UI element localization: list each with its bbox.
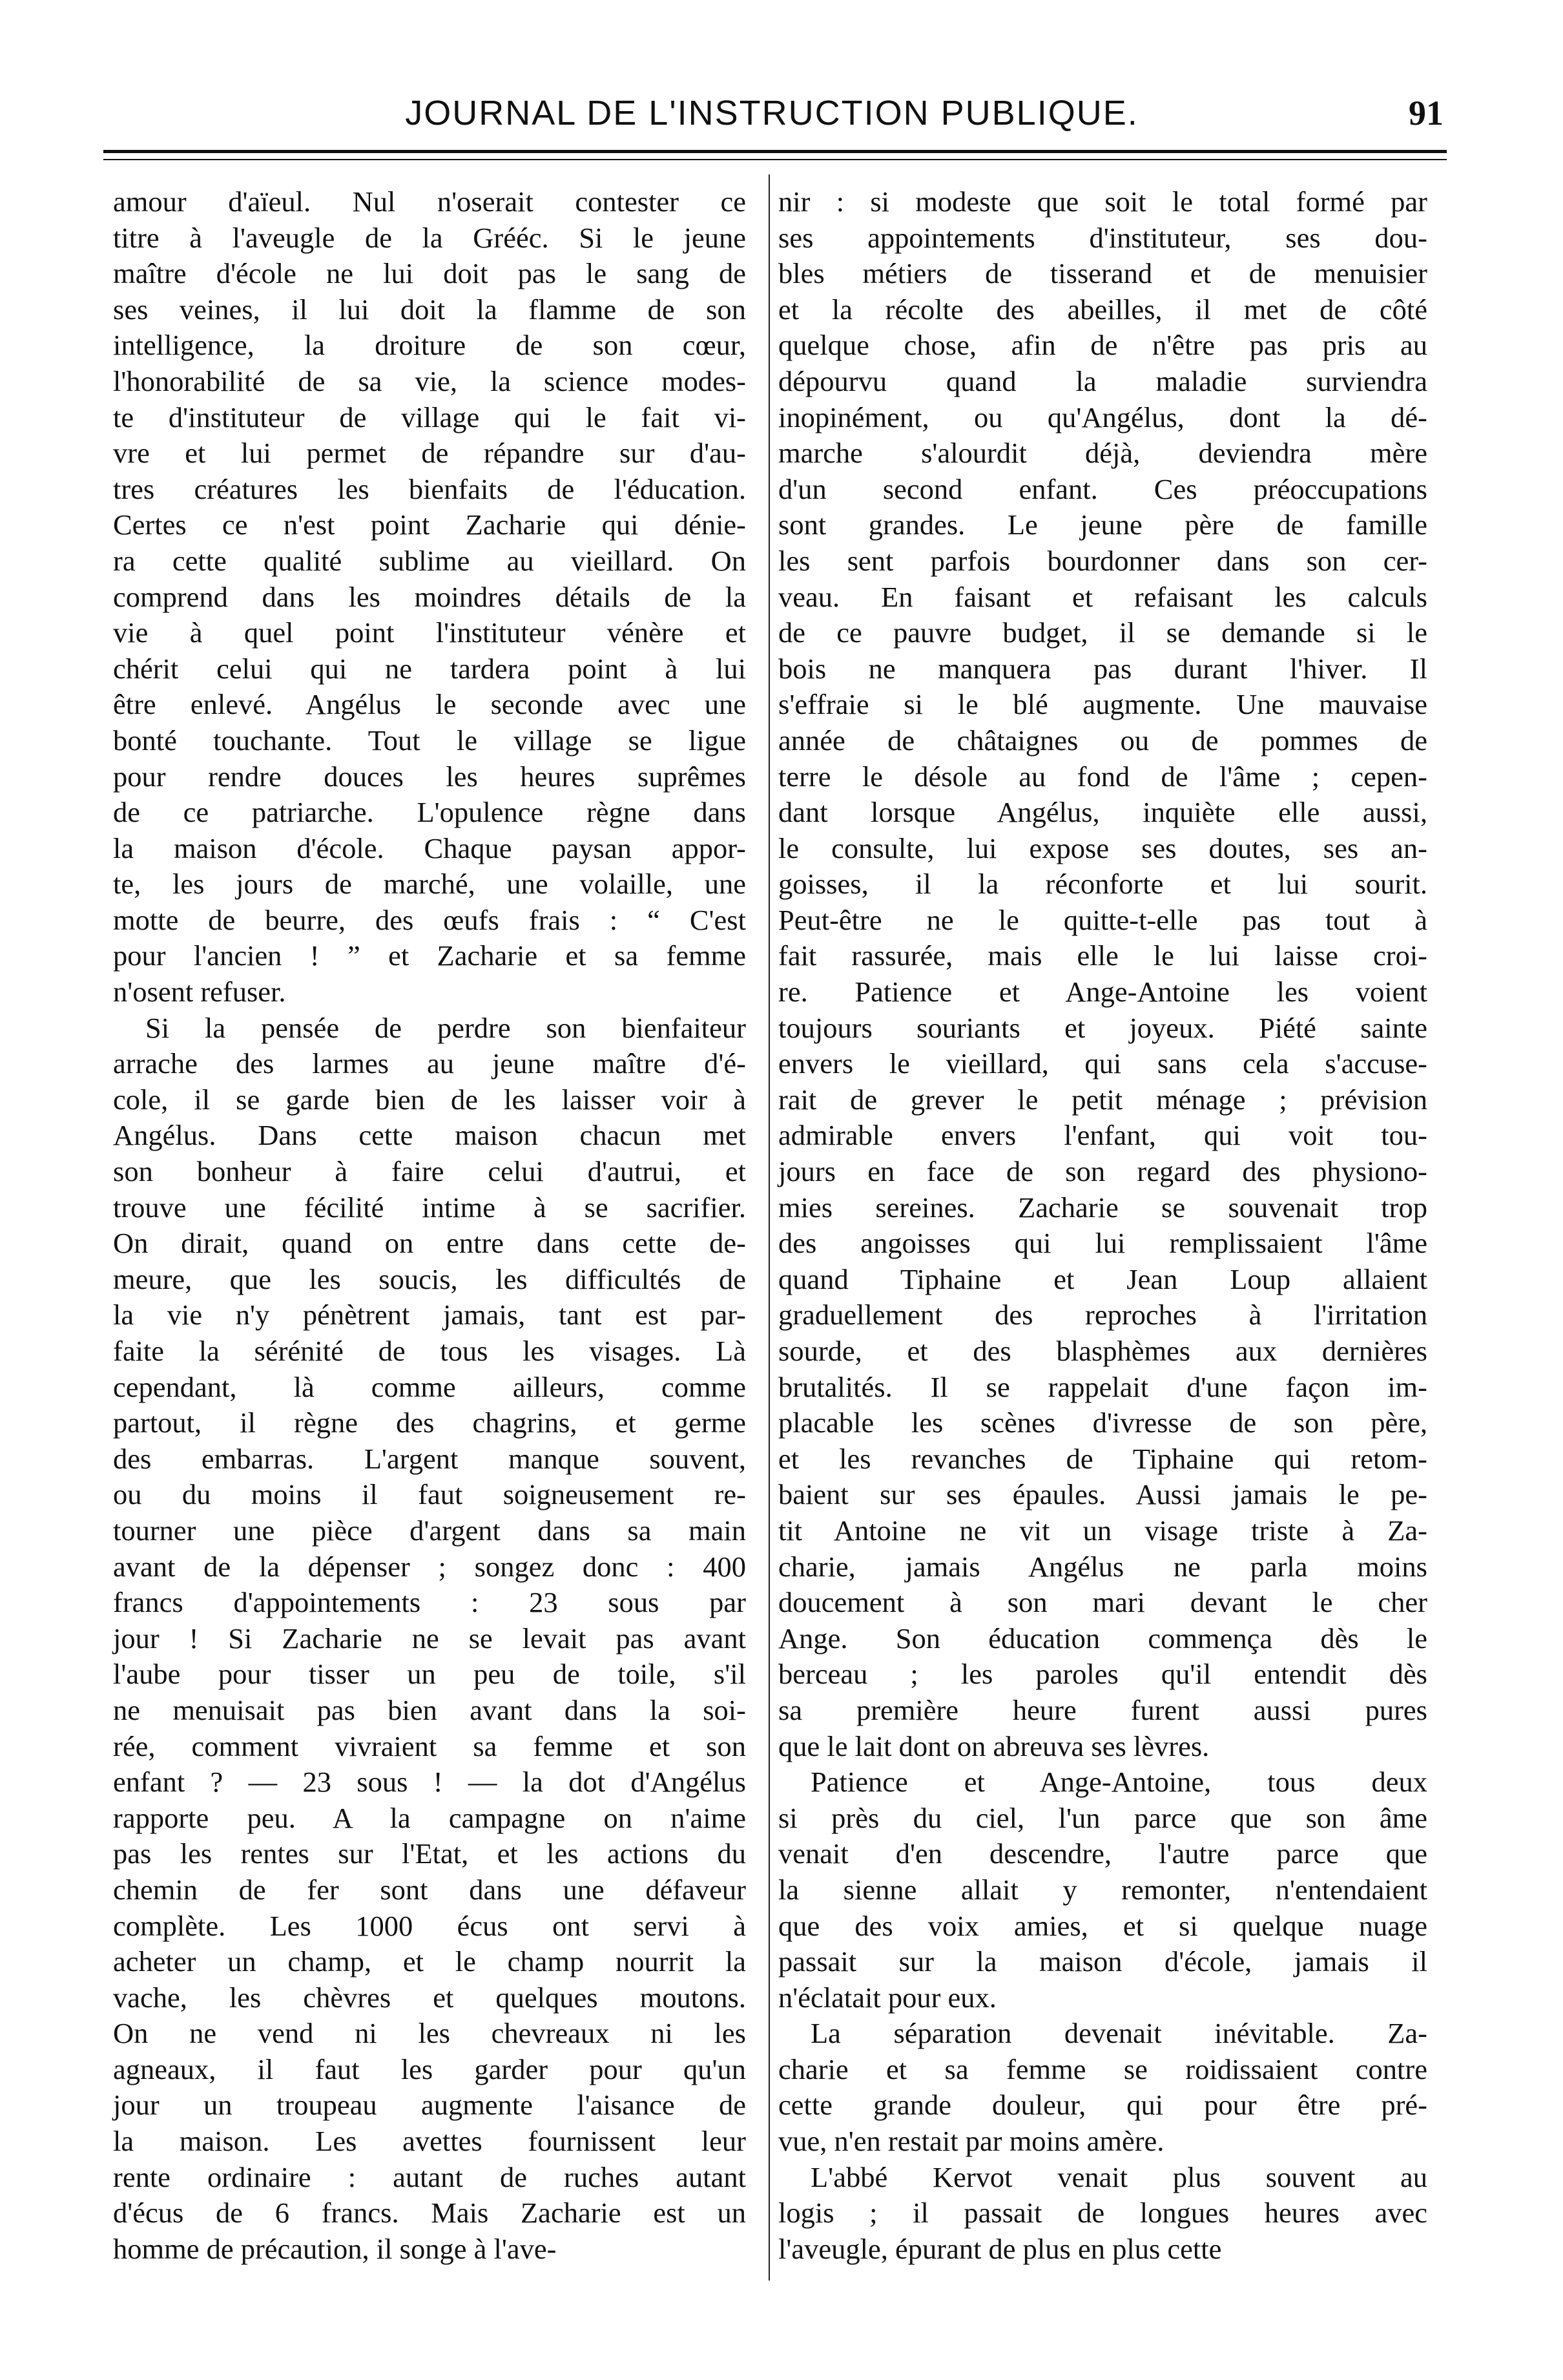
text-line: La séparation devenait inévitable. Za- xyxy=(811,2017,1427,2050)
text-line: l'aveugle, épurant de plus en plus cette xyxy=(778,2232,1222,2265)
text-line: de ce pauvre budget, il se demande si le xyxy=(778,616,1427,649)
text-line: jours en face de son regard des physiono- xyxy=(778,1155,1427,1188)
text-line: s'effraie si le blé augmente. Une mauvaise xyxy=(778,688,1427,721)
text-line: admirable envers l'enfant, qui voit tou- xyxy=(778,1119,1427,1152)
text-line: sa première heure furent aussi pures xyxy=(778,1693,1427,1726)
header-rule-thick xyxy=(103,150,1447,153)
text-line: et les revanches de Tiphaine qui retom- xyxy=(778,1442,1427,1475)
text-line: jour ! Si Zacharie ne se levait pas avant xyxy=(113,1622,746,1655)
header-rule-thin xyxy=(103,159,1447,160)
text-line: inopinément, ou qu'Angélus, dont la dé- xyxy=(778,401,1427,433)
text-line: acheter un champ, et le champ nourrit la xyxy=(113,1945,746,1978)
text-line: passait sur la maison d'école, jamais il xyxy=(778,1945,1427,1978)
text-line: amour d'aïeul. Nul n'oserait contester ce xyxy=(113,185,746,218)
left-text-column xyxy=(113,184,746,2267)
text-line: bles métiers de tisserand et de menuisier xyxy=(778,257,1427,290)
text-line: le consulte, lui expose ses doutes, ses an- xyxy=(778,831,1427,864)
text-line: sont grandes. Le jeune père de famille xyxy=(778,508,1427,541)
text-line: pas les rentes sur l'Etat, et les actions du xyxy=(113,1837,746,1870)
text-line: tit Antoine ne vit un visage triste à Za- xyxy=(778,1514,1427,1547)
text-line: n'osent refuser. xyxy=(113,976,286,1008)
text-line: maître d'école ne lui doit pas le sang de xyxy=(113,257,746,290)
text-line: homme de précaution, il songe à l'ave- xyxy=(113,2232,557,2265)
right-text-column xyxy=(778,184,1427,2267)
text-line: ses veines, il lui doit la flamme de son xyxy=(113,293,746,326)
text-line: l'honorabilité de sa vie, la science modes- xyxy=(113,364,746,397)
text-line: chérit celui qui ne tardera point à lui xyxy=(113,652,746,685)
text-line: vue, n'en restait par moins amère. xyxy=(778,2125,1164,2158)
text-line: graduellement des reproches à l'irritation xyxy=(778,1299,1427,1331)
text-line: bonté touchante. Tout le village se ligue xyxy=(113,724,746,757)
text-line: goisses, il la réconforte et lui sourit. xyxy=(778,868,1427,901)
text-line: et la récolte des abeilles, il met de côté xyxy=(778,293,1427,326)
text-line: vache, les chèvres et quelques moutons. xyxy=(113,1981,746,2014)
text-line: sourde, et des blasphèmes aux dernières xyxy=(778,1335,1427,1367)
text-line: intelligence, la droiture de son cœur, xyxy=(113,329,746,362)
text-line: complète. Les 1000 écus ont servi à xyxy=(113,1909,746,1942)
text-line: rée, comment vivraient sa femme et son xyxy=(113,1729,746,1762)
text-line: vie à quel point l'instituteur vénère et xyxy=(113,616,746,649)
text-line: On dirait, quand on entre dans cette de- xyxy=(113,1227,746,1260)
text-line: si près du ciel, l'un parce que son âme xyxy=(778,1801,1427,1834)
text-line: meure, que les soucis, les difficultés de xyxy=(113,1262,746,1295)
text-line: chemin de fer sont dans une défaveur xyxy=(113,1873,746,1906)
text-line: cette grande douleur, qui pour être pré- xyxy=(778,2089,1427,2122)
text-line: pour l'ancien ! ” et Zacharie et sa femme xyxy=(113,939,746,972)
text-line: n'éclatait pour eux. xyxy=(778,1981,997,2014)
text-line: ses appointements d'instituteur, ses dou- xyxy=(778,221,1427,254)
text-line: la maison. Les avettes fournissent leur xyxy=(113,2125,746,2158)
text-line: charie, jamais Angélus ne parla moins xyxy=(778,1550,1427,1583)
text-line: de ce patriarche. L'opulence règne dans xyxy=(113,796,746,829)
text-line: fait rassurée, mais elle le lui laisse croi- xyxy=(778,939,1427,972)
text-line: Si la pensée de perdre son bienfaiteur xyxy=(145,1011,746,1044)
text-line: tourner une pièce d'argent dans sa main xyxy=(113,1514,746,1547)
text-line: que des voix amies, et si quelque nuage xyxy=(778,1909,1427,1942)
text-line: baient sur ses épaules. Aussi jamais le pe- xyxy=(778,1478,1427,1511)
text-line: titre à l'aveugle de la Grééc. Si le jeune xyxy=(113,221,746,254)
running-header xyxy=(0,90,1563,136)
text-line: charie et sa femme se roidissaient contre xyxy=(778,2052,1427,2085)
text-line: L'abbé Kervot venait plus souvent au xyxy=(811,2160,1427,2193)
text-line: marche s'alourdit déjà, deviendra mère xyxy=(778,437,1427,470)
text-line: cole, il se garde bien de les laisser voir à xyxy=(113,1083,746,1116)
text-line: vre et lui permet de répandre sur d'au- xyxy=(113,437,746,470)
text-line: te d'instituteur de village qui le fait vi- xyxy=(113,401,746,433)
text-line: agneaux, il faut les garder pour qu'un xyxy=(113,2052,746,2085)
text-line: Certes ce n'est point Zacharie qui dénie- xyxy=(113,508,746,541)
text-line: doucement à son mari devant le cher xyxy=(778,1586,1427,1619)
text-line: d'écus de 6 francs. Mais Zacharie est un xyxy=(113,2197,746,2229)
text-line: rente ordinaire : autant de ruches autant xyxy=(113,2160,746,2193)
text-line: faite la sérénité de tous les visages. Là xyxy=(113,1335,746,1367)
text-line: re. Patience et Ange-Antoine les voient xyxy=(778,976,1427,1008)
text-line: année de châtaignes ou de pommes de xyxy=(778,724,1427,757)
text-line: que le lait dont on abreuva ses lèvres. xyxy=(778,1729,1210,1762)
text-line: Peut-être ne le quitte-t-elle pas tout à xyxy=(778,903,1427,936)
text-line: quelque chose, afin de n'être pas pris au xyxy=(778,329,1427,362)
text-line: Patience et Ange-Antoine, tous deux xyxy=(811,1766,1427,1799)
text-line: enfant ? — 23 sous ! — la dot d'Angélus xyxy=(113,1766,746,1799)
text-line: l'aube pour tisser un peu de toile, s'il xyxy=(113,1658,746,1691)
text-line: quand Tiphaine et Jean Loup allaient xyxy=(778,1262,1427,1295)
text-line: bois ne manquera pas durant l'hiver. Il xyxy=(778,652,1427,685)
text-line: comprend dans les moindres détails de la xyxy=(113,580,746,613)
text-line: tres créatures les bienfaits de l'éducation. xyxy=(113,472,746,505)
text-line: Angélus. Dans cette maison chacun met xyxy=(113,1119,746,1152)
text-line: te, les jours de marché, une volaille, une xyxy=(113,868,746,901)
text-line: d'un second enfant. Ces préoccupations xyxy=(778,472,1427,505)
text-line: les sent parfois bourdonner dans son cer- xyxy=(778,544,1427,577)
text-line: terre le désole au fond de l'âme ; cepen- xyxy=(778,760,1427,793)
text-line: Ange. Son éducation commença dès le xyxy=(778,1622,1427,1655)
text-line: la vie n'y pénètrent jamais, tant est par- xyxy=(113,1299,746,1331)
text-line: On ne vend ni les chevreaux ni les xyxy=(113,2017,746,2050)
text-line: placable les scènes d'ivresse de son père, xyxy=(778,1406,1427,1439)
text-line: partout, il règne des chagrins, et germe xyxy=(113,1406,746,1439)
column-divider xyxy=(769,174,770,2281)
text-line: rait de grever le petit ménage ; prévision xyxy=(778,1083,1427,1116)
text-line: arrache des larmes au jeune maître d'é- xyxy=(113,1047,746,1080)
text-line: ne menuisait pas bien avant dans la soi- xyxy=(113,1693,746,1726)
text-line: ra cette qualité sublime au vieillard. On xyxy=(113,544,746,577)
text-line: son bonheur à faire celui d'autrui, et xyxy=(113,1155,746,1188)
text-line: la sienne allait y remonter, n'entendaient xyxy=(778,1873,1427,1906)
text-line: dépourvu quand la maladie surviendra xyxy=(778,364,1427,397)
text-line: venait d'en descendre, l'autre parce que xyxy=(778,1837,1427,1870)
text-line: toujours souriants et joyeux. Piété sainte xyxy=(778,1011,1427,1044)
text-line: motte de beurre, des œufs frais : “ C'est xyxy=(113,903,746,936)
text-line: logis ; il passait de longues heures avec xyxy=(778,2197,1427,2229)
text-line: avant de la dépenser ; songez donc : 400 xyxy=(113,1550,746,1583)
text-line: trouve une fécilité intime à se sacrifier. xyxy=(113,1191,746,1224)
text-line: jour un troupeau augmente l'aisance de xyxy=(113,2089,746,2122)
text-line: francs d'appointements : 23 sous par xyxy=(113,1586,746,1619)
text-line: être enlevé. Angélus le seconde avec une xyxy=(113,688,746,721)
text-line: ou du moins il faut soigneusement re- xyxy=(113,1478,746,1511)
page-number: 91 xyxy=(1409,94,1444,132)
text-line: pour rendre douces les heures suprêmes xyxy=(113,760,746,793)
text-line: brutalités. Il se rappelait d'une façon im- xyxy=(778,1370,1427,1403)
text-line: dant lorsque Angélus, inquiète elle aussi, xyxy=(778,796,1427,829)
text-line: nir : si modeste que soit le total formé par xyxy=(778,185,1427,218)
text-line: des embarras. L'argent manque souvent, xyxy=(113,1442,746,1475)
text-line: rapporte peu. A la campagne on n'aime xyxy=(113,1801,746,1834)
journal-title: JOURNAL DE L'INSTRUCTION PUBLIQUE. xyxy=(405,94,1139,132)
text-line: cependant, là comme ailleurs, comme xyxy=(113,1370,746,1403)
text-line: des angoisses qui lui remplissaient l'âme xyxy=(778,1227,1427,1260)
text-line: envers le vieillard, qui sans cela s'accuse- xyxy=(778,1047,1427,1080)
text-line: berceau ; les paroles qu'il entendit dès xyxy=(778,1658,1427,1691)
text-line: veau. En faisant et refaisant les calculs xyxy=(778,580,1427,613)
text-line: la maison d'école. Chaque paysan appor- xyxy=(113,831,746,864)
text-line: mies sereines. Zacharie se souvenait trop xyxy=(778,1191,1427,1224)
